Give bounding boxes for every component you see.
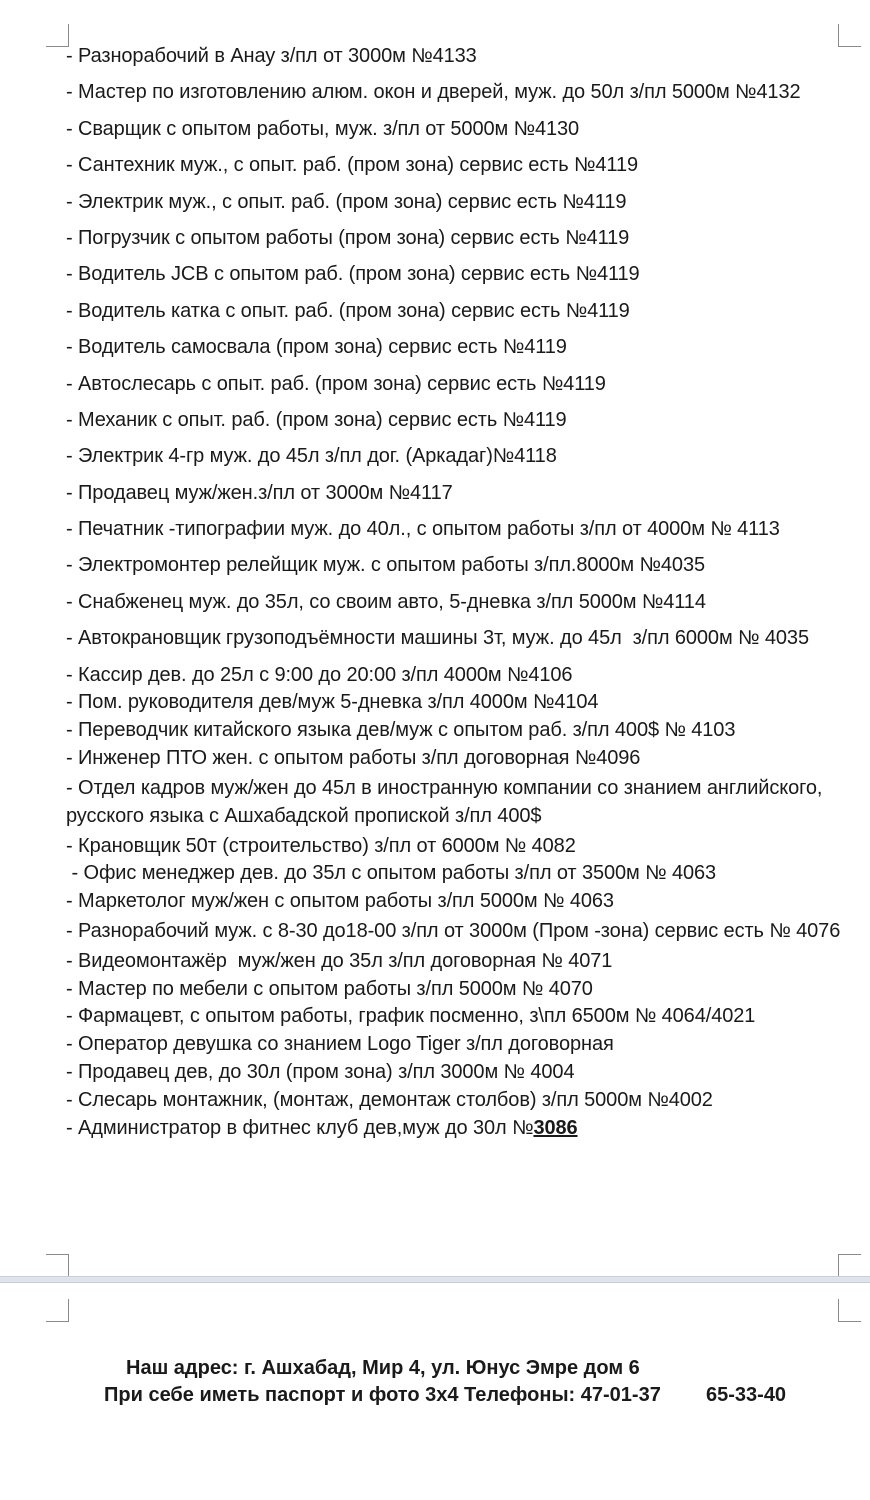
job-item: - Сантехник муж., с опыт. раб. (пром зона) сервис есть №4119 (66, 154, 639, 177)
job-item: - Офис менеджер дев. до 35л с опытом работы з/пл от 3500м № 4063 (66, 862, 717, 885)
crop-mark-top-right (838, 1299, 861, 1322)
job-item: - Отдел кадров муж/жен до 45л в иностранную компании со знанием английского, русского языка с Ашхабадской пропиской з/пл 400$ (66, 776, 828, 827)
address-line: Наш адрес: г. Ашхабад, Мир 4, ул. Юнус Эмре дом 6 (126, 1357, 640, 1379)
job-item: - Электрик муж., с опыт. раб. (пром зона) сервис есть №4119 (66, 190, 627, 213)
job-item: - Мастер по изготовлению алюм. окон и дверей, муж. до 50л з/пл 5000м №4132 (66, 81, 801, 104)
job-item-last-text: - Администратор в фитнес клуб дев,муж до 30л № (66, 1116, 534, 1139)
job-item: - Маркетолог муж/жен с опытом работы з/пл 5000м № 4063 (66, 890, 614, 913)
job-item: - Мастер по мебели с опытом работы з/пл 5000м № 4070 (66, 977, 593, 1000)
phone-number-2: 65-33-40 (706, 1384, 787, 1406)
job-item: - Продавец муж/жен.з/пл от 3000м №4117 (66, 481, 453, 504)
job-item: - Водитель JCB с опытом раб. (пром зона) сервис есть №4119 (66, 263, 640, 286)
job-item: - Разнорабочий в Анау з/пл от 3000м №4133 (66, 45, 477, 67)
job-item: - Погрузчик с опытом работы (пром зона) сервис есть №4119 (66, 226, 630, 249)
job-item: - Инженер ПТО жен. с опытом работы з/пл договорная №4096 (66, 747, 641, 770)
job-item-last (66, 1116, 846, 1140)
job-item: - Фармацевт, с опытом работы, график посменно, з\пл 6500м № 4064/4021 (66, 1005, 756, 1028)
job-item: - Крановщик 50т (строительство) з/пл от 6000м № 4082 (66, 834, 576, 857)
job-item: - Водитель самосвала (пром зона) сервис есть №4119 (66, 336, 567, 359)
job-item: - Пом. руководителя дев/муж 5-дневка з/пл 4000м №4104 (66, 691, 599, 714)
job-item: - Разнорабочий муж. с 8-30 до18-00 з/пл от 3000м (Пром -зона) сервис есть № 4076 (66, 920, 841, 943)
job-item: - Видеомонтажёр муж/жен до 35л з/пл договорная № 4071 (66, 949, 613, 972)
job-item: - Электрик 4-гр муж. до 45л з/пл дог. (Аркадаг)№4118 (66, 445, 557, 468)
job-item: - Снабженец муж. до 35л, со своим авто, 5-дневка з/пл 5000м №4114 (66, 590, 706, 613)
job-list (66, 44, 846, 1140)
crop-mark-bottom-left (46, 1254, 69, 1277)
job-item: - Продавец дев, до 30л (пром зона) з/пл 3000м № 4004 (66, 1061, 575, 1083)
job-item: - Оператор девушка со знанием Logo Tiger з/пл договорная (66, 1033, 614, 1056)
job-item: - Кассир дев. до 25л с 9:00 до 20:00 з/пл 4000м №4106 (66, 663, 573, 686)
job-item: - Слесарь монтажник, (монтаж, демонтаж столбов) з/пл 5000м №4002 (66, 1088, 713, 1111)
job-item: - Механик с опыт. раб. (пром зона) сервис есть №4119 (66, 408, 567, 431)
job-item: - Переводчик китайского языка дев/муж с опытом раб. з/пл 400$ № 4103 (66, 719, 736, 742)
job-item: - Электромонтер релейщик муж. с опытом работы з/пл.8000м №4035 (66, 554, 705, 577)
crop-mark-top-left (46, 1299, 69, 1322)
job-number-underlined: 3086 (533, 1116, 578, 1139)
documents-phones-line: При себе иметь паспорт и фото 3х4 Телефоны: 47-01-37 (104, 1384, 661, 1406)
job-item: - Печатник -типографии муж. до 40л., с опытом работы з/пл от 4000м № 4113 (66, 518, 780, 541)
crop-mark-bottom-right (838, 1254, 861, 1277)
job-item: - Автослесарь с опыт. раб. (пром зона) сервис есть №4119 (66, 372, 606, 395)
job-item: - Автокрановщик грузоподъёмности машины 3т, муж. до 45л з/пл 6000м № 4035 (66, 627, 809, 650)
job-item: - Сварщик с опытом работы, муж. з/пл от 5000м №4130 (66, 117, 580, 140)
job-item: - Водитель катка с опыт. раб. (пром зона) сервис есть №4119 (66, 299, 630, 322)
page-separator (0, 1276, 870, 1283)
